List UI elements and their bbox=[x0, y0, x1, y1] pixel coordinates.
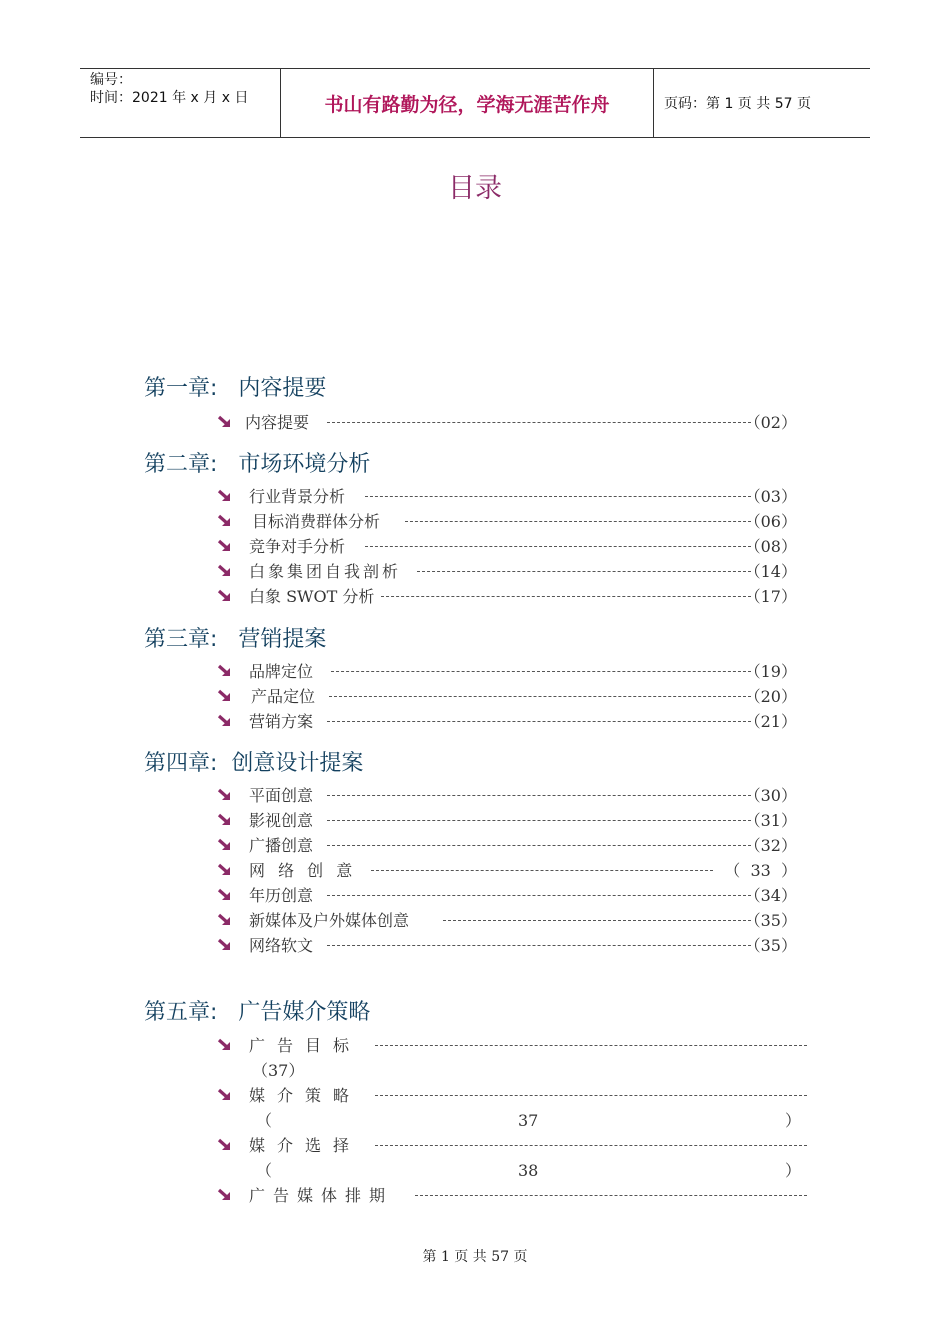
leader-dots bbox=[415, 1195, 807, 1196]
leader-dots bbox=[443, 920, 751, 921]
toc-page-close: ） bbox=[785, 1111, 802, 1130]
toc-page-open: （ bbox=[256, 1111, 273, 1130]
toc-entry-page: 37 bbox=[518, 1111, 539, 1130]
toc-entry-page: （34） bbox=[744, 886, 797, 905]
toc-entry-page: （31） bbox=[744, 811, 797, 830]
leader-dots bbox=[375, 1045, 807, 1046]
toc-entry-label: 广告媒体排期 bbox=[249, 1186, 394, 1205]
toc-entry[interactable] bbox=[215, 833, 815, 858]
toc-entry-page: （17） bbox=[744, 587, 797, 606]
toc-entry-label: 内容提要 bbox=[245, 413, 310, 432]
toc-entry-label: 新媒体及户外媒体创意 bbox=[249, 911, 410, 930]
document-date: 时间：2021 年 x 月 x 日 bbox=[90, 90, 249, 106]
toc-entry[interactable] bbox=[215, 509, 815, 534]
toc-entry[interactable] bbox=[215, 1133, 815, 1158]
toc-entry-label: 白象集团自我剖析 bbox=[249, 562, 402, 581]
toc-entry[interactable] bbox=[215, 1183, 815, 1208]
toc-entry-label: 媒介选择 bbox=[249, 1136, 362, 1155]
toc-entry-page: （20） bbox=[744, 687, 797, 706]
toc-entry-label: 广播创意 bbox=[249, 836, 314, 855]
toc-entry-page: （19） bbox=[744, 662, 797, 681]
arrow-icon bbox=[215, 659, 237, 684]
page-footer: 第 1 页 共 57 页 bbox=[422, 1249, 528, 1265]
leader-dots bbox=[365, 496, 751, 497]
toc-entry-page: （35） bbox=[744, 911, 797, 930]
page-header bbox=[80, 68, 870, 138]
arrow-icon bbox=[215, 684, 237, 709]
toc-entry[interactable] bbox=[215, 709, 815, 734]
toc-entry[interactable] bbox=[215, 933, 815, 958]
toc-entry[interactable] bbox=[215, 858, 815, 883]
chapter-5-title: 第五章: 广告媒介策略 bbox=[144, 1000, 371, 1025]
leader-dots bbox=[327, 721, 751, 722]
arrow-icon bbox=[215, 709, 237, 734]
arrow-icon bbox=[215, 1183, 237, 1208]
leader-dots bbox=[327, 820, 751, 821]
toc-page-close: ） bbox=[785, 1161, 802, 1180]
toc-entry-label: 竞争对手分析 bbox=[249, 537, 346, 556]
leader-dots bbox=[365, 546, 751, 547]
arrow-icon bbox=[215, 509, 237, 534]
toc-entry[interactable] bbox=[215, 559, 815, 584]
toc-entry-page: （06） bbox=[744, 512, 797, 531]
chapter-2-title: 第二章: 市场环境分析 bbox=[144, 452, 371, 477]
toc-entry[interactable] bbox=[215, 684, 815, 709]
toc-page-open: （ bbox=[256, 1161, 273, 1180]
chapter-4-title: 第四章: 创意设计提案 bbox=[144, 751, 364, 776]
toc-entry[interactable] bbox=[215, 783, 815, 808]
arrow-icon bbox=[215, 883, 237, 908]
leader-dots bbox=[327, 845, 751, 846]
toc-entry[interactable] bbox=[215, 484, 815, 509]
arrow-icon bbox=[215, 410, 237, 435]
leader-dots bbox=[371, 870, 713, 871]
toc-entry-label: 平面创意 bbox=[249, 786, 314, 805]
header-meta bbox=[80, 69, 281, 137]
arrow-icon bbox=[215, 808, 237, 833]
toc-entry-page: （35） bbox=[744, 936, 797, 955]
toc-entry[interactable] bbox=[215, 1083, 815, 1108]
arrow-icon bbox=[215, 484, 237, 509]
leader-dots bbox=[405, 521, 751, 522]
arrow-icon bbox=[215, 833, 237, 858]
toc-entry-page: （ 33 ） bbox=[724, 861, 797, 880]
toc-entry[interactable] bbox=[215, 534, 815, 559]
header-page-info: 页码：第 1 页 共 57 页 bbox=[664, 96, 811, 112]
toc-entry[interactable] bbox=[215, 584, 815, 609]
leader-dots bbox=[331, 671, 751, 672]
header-motto: 书山有路勤为径，学海无涯苦作舟 bbox=[281, 69, 654, 137]
toc-entry-page: （21） bbox=[744, 712, 797, 731]
toc-entry[interactable] bbox=[215, 1033, 815, 1058]
arrow-icon bbox=[215, 1083, 237, 1108]
leader-dots bbox=[327, 945, 751, 946]
toc-entry-label: 影视创意 bbox=[249, 811, 314, 830]
toc-entry-label: 广告目标 bbox=[249, 1036, 362, 1055]
arrow-icon bbox=[215, 1033, 237, 1058]
chapter-1-title: 第一章: 内容提要 bbox=[144, 376, 327, 401]
arrow-icon bbox=[215, 908, 237, 933]
toc-entry-label: 网 络 创 意 bbox=[249, 861, 357, 880]
toc-entry-page: （30） bbox=[744, 786, 797, 805]
toc-entry[interactable] bbox=[215, 883, 815, 908]
leader-dots bbox=[381, 596, 751, 597]
toc-entry-label: 白象 SWOT 分析 bbox=[249, 587, 375, 606]
document-number-label: 编号： bbox=[90, 72, 132, 88]
arrow-icon bbox=[215, 584, 237, 609]
leader-dots bbox=[375, 1145, 807, 1146]
toc-entry-page: （14） bbox=[744, 562, 797, 581]
arrow-icon bbox=[215, 1133, 237, 1158]
toc-entry[interactable] bbox=[215, 659, 815, 684]
arrow-icon bbox=[215, 858, 237, 883]
toc-entry-page: （32） bbox=[744, 836, 797, 855]
toc-entry-label: 目标消费群体分析 bbox=[252, 512, 381, 531]
toc-entry-page: （03） bbox=[744, 487, 797, 506]
toc-title: 目录 bbox=[448, 173, 502, 204]
toc-entry-label: 品牌定位 bbox=[249, 662, 314, 681]
toc-entry-page: （08） bbox=[744, 537, 797, 556]
leader-dots bbox=[329, 696, 751, 697]
leader-dots bbox=[327, 422, 751, 423]
leader-dots bbox=[327, 795, 751, 796]
toc-entry-page: （37） bbox=[252, 1061, 305, 1080]
toc-entry-label: 营销方案 bbox=[249, 712, 314, 731]
toc-entry-label: 年历创意 bbox=[249, 886, 314, 905]
toc-entry-label: 网络软文 bbox=[249, 936, 314, 955]
toc-entry[interactable] bbox=[215, 410, 815, 435]
arrow-icon bbox=[215, 783, 237, 808]
leader-dots bbox=[375, 1095, 807, 1096]
toc-entry-label: 媒介策略 bbox=[249, 1086, 362, 1105]
leader-dots bbox=[327, 895, 751, 896]
arrow-icon bbox=[215, 534, 237, 559]
arrow-icon bbox=[215, 559, 237, 584]
toc-entry-label: 产品定位 bbox=[251, 687, 316, 706]
toc-entry[interactable] bbox=[215, 908, 815, 933]
toc-entry-label: 行业背景分析 bbox=[249, 487, 346, 506]
toc-entry-page: （02） bbox=[744, 413, 797, 432]
toc-entry-page: 38 bbox=[518, 1161, 539, 1180]
chapter-3-title: 第三章: 营销提案 bbox=[144, 627, 327, 652]
toc-entry[interactable] bbox=[215, 808, 815, 833]
arrow-icon bbox=[215, 933, 237, 958]
leader-dots bbox=[417, 571, 751, 572]
